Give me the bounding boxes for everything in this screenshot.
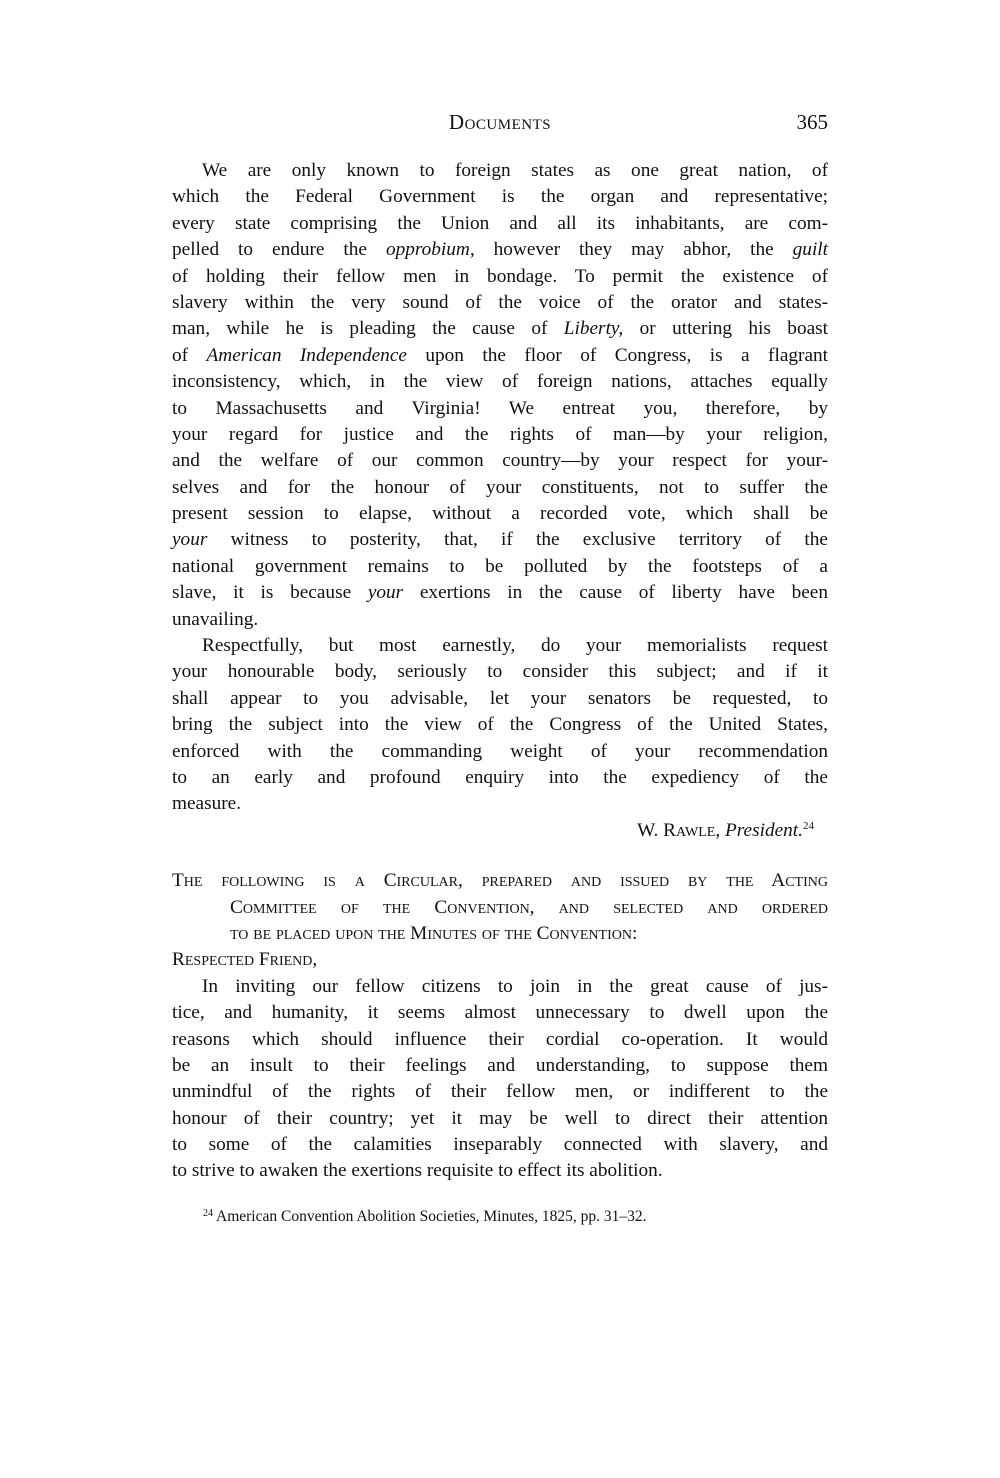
text-line (172, 527, 828, 553)
text-span: of holding their fellow men in bondage. To permit the existence of (172, 265, 828, 287)
text-line (172, 316, 828, 342)
text-span: and the welfare of our common country—by your respect for your- (172, 450, 828, 472)
text-line (172, 1106, 828, 1132)
text-span: Rawle (663, 819, 716, 841)
text-span: Respectfully, but most earnestly, do your memorialists request (202, 635, 828, 657)
text-span: In inviting our fellow citizens to join in the great cause of jus- (202, 975, 828, 997)
text-span: reasons which should influence their cordial co-operation. It would (172, 1028, 828, 1050)
footnote-text: American Convention Abolition Societies, Minutes, 1825, pp. 31–32. (213, 1208, 647, 1225)
text-line (172, 422, 828, 448)
text-span: present session to elapse, without a recorded vote, which shall be (172, 503, 828, 525)
text-span: to Massachusetts and Virginia! We entreat you, therefore, by (172, 397, 828, 419)
text-line (172, 921, 828, 947)
text-line (172, 791, 828, 817)
text-line (172, 633, 828, 659)
text-line (172, 580, 828, 606)
text-line (172, 237, 828, 263)
text-span: your (367, 582, 404, 604)
text-span: exertions in the cause of liberty have been (403, 582, 828, 604)
text-line (172, 343, 828, 369)
text-line (172, 818, 828, 844)
text-span: enforced with the commanding weight of your recommendation (172, 740, 828, 762)
text-span: witness to posterity, that, if the exclusive territory of the (207, 529, 828, 551)
text-line (172, 211, 828, 237)
text-span: shall appear to you advisable, let your senators be requested, to (172, 687, 828, 709)
text-line (172, 686, 828, 712)
text-span: measure. (172, 793, 242, 815)
text-span: slave, it is because (172, 582, 368, 604)
text-line (172, 712, 828, 738)
text-span: unavailing. (172, 608, 259, 630)
text-line (172, 501, 828, 527)
text-line (172, 1158, 828, 1184)
text-span: selves and for the honour of your constituents, not to suffer the (172, 476, 828, 498)
text-span: The following is a Circular, prepared and issued by the Acting (172, 870, 828, 892)
text-span: of (172, 344, 207, 366)
footnote (203, 1208, 647, 1226)
text-span: to be placed upon the Minutes of the Convention: (230, 922, 638, 944)
text-span: every state comprising the Union and all its inhabitants, are com- (172, 212, 828, 234)
running-header (172, 110, 828, 140)
text-line (172, 947, 828, 973)
text-span: or uttering his boast (623, 318, 828, 340)
text-line (172, 369, 828, 395)
text-span: , (715, 819, 725, 841)
text-span: We are only known to foreign states as one great nation, of (202, 160, 828, 181)
text-line (172, 607, 828, 633)
text-span: President. (724, 819, 803, 841)
text-span: honour of their country; yet it may be well to direct their attention (172, 1107, 828, 1129)
text-span: W. (637, 819, 664, 841)
text-line (172, 844, 828, 868)
text-line (172, 475, 828, 501)
text-span: which the Federal Government is the organ and representative; (172, 186, 828, 208)
footnote-marker: 24 (203, 1208, 213, 1219)
text-line (172, 659, 828, 685)
text-line (172, 554, 828, 580)
text-span: slavery within the very sound of the voice of the orator and states- (172, 291, 828, 313)
text-span: man, while he is pleading the cause of (172, 318, 564, 340)
text-span: upon the floor of Congress, is a flagrant (406, 344, 828, 366)
text-span: Liberty, (563, 318, 624, 340)
text-span: your honourable body, seriously to consider this subject; and if it (172, 661, 828, 683)
text-line (172, 765, 828, 791)
text-span: to some of the calamities inseparably connected with slavery, and (172, 1134, 828, 1156)
text-span: Respected Friend, (172, 949, 318, 971)
text-span: bring the subject into the view of the Congress of the United States, (172, 714, 828, 736)
text-span: American Independence (206, 344, 407, 366)
text-line (172, 184, 828, 210)
text-line (172, 1079, 828, 1105)
text-line (172, 158, 828, 184)
footnote-ref: 24 (803, 819, 814, 832)
text-span: your regard for justice and the rights of man—by your religion, (172, 423, 828, 445)
text-line (172, 1053, 828, 1079)
text-line (172, 1000, 828, 1026)
text-span: unmindful of the rights of their fellow men, or indifferent to the (172, 1081, 828, 1103)
text-span: pelled to endure the (172, 239, 386, 261)
body-text (172, 158, 828, 1185)
text-line (172, 396, 828, 422)
text-span: national government remains to be polluted by the footsteps of a (172, 555, 828, 577)
text-line (172, 974, 828, 1000)
text-line (172, 739, 828, 765)
text-span: Committee of the Convention, and selected and ordered (230, 896, 828, 918)
text-line (172, 290, 828, 316)
text-span: be an insult to their feelings and understanding, to suppose them (172, 1054, 828, 1076)
text-span: tice, and humanity, it seems almost unnecessary to dwell upon the (172, 1002, 828, 1024)
text-line (172, 448, 828, 474)
text-span: guilt (792, 239, 829, 261)
page-number: 365 (796, 110, 828, 134)
text-line (172, 1132, 828, 1158)
text-line (172, 895, 828, 921)
running-title: Documents (448, 110, 552, 134)
text-line (172, 264, 828, 290)
text-span: opprobium, (385, 239, 475, 261)
text-span: to an early and profound enquiry into the expediency of the (172, 766, 828, 788)
text-line (172, 868, 828, 894)
text-line (172, 1027, 828, 1053)
text-span: your (172, 529, 208, 551)
text-span: inconsistency, which, in the view of foreign nations, attaches equally (172, 371, 828, 393)
text-span: however they may abhor, the (474, 239, 793, 261)
text-span: to strive to awaken the exertions requisite to effect its abolition. (172, 1160, 663, 1182)
